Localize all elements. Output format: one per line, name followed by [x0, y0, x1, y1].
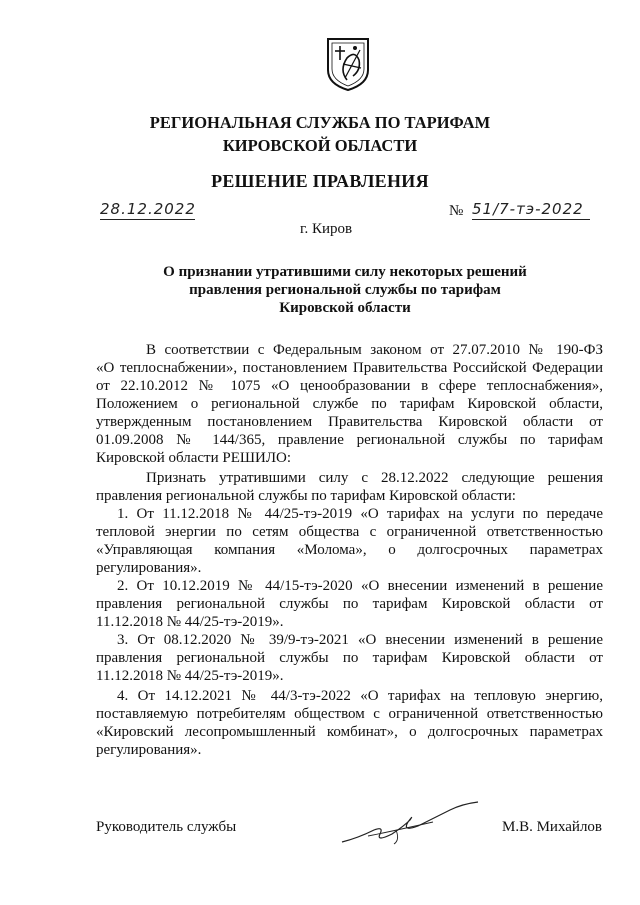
- decision-date: 28.12.2022: [100, 200, 196, 218]
- body-line: «Управляющая компания «Молома», о долгосрочных параметрах: [96, 542, 603, 558]
- decision-number: 51/7-тэ-2022: [472, 200, 590, 220]
- handwritten-signature: [338, 800, 488, 850]
- org-name-line2: КИРОВСКОЙ ОБЛАСТИ: [222, 136, 418, 155]
- subject-line: О признании утратившими силу некоторых решений: [163, 264, 527, 280]
- body-line: «О теплоснабжении», постановлением Правительства Российской Федерации: [96, 360, 603, 376]
- body-line: регулирования».: [96, 560, 202, 576]
- body-line: «Кировский лесопромышленный комбинат», о долгосрочных параметрах: [96, 724, 603, 740]
- body-line: от 22.10.2012 № 1075 «О ценообразовании в сфере теплоснабжения»,: [96, 378, 603, 394]
- body-line: регулирования».: [96, 742, 202, 758]
- body-line: правления региональной службы по тарифам Кировской области от: [96, 650, 603, 666]
- body-line: Признать утратившими силу с 28.12.2022 следующие решения: [146, 470, 603, 486]
- city: г. Киров: [300, 221, 353, 237]
- body-line: правления региональной службы по тарифам Кировской области от: [96, 596, 603, 612]
- body-line: В соответствии с Федеральным законом от 27.07.2010 № 190-ФЗ: [146, 342, 603, 358]
- number-label: №: [449, 203, 464, 219]
- subject-line: правления региональной службы по тарифам: [189, 282, 501, 298]
- body-line: 01.09.2008 № 144/365, правление региональной службы по тарифам: [96, 432, 603, 448]
- body-line: тепловой энергии по сетям общества с ограниченной ответственностью: [96, 524, 603, 540]
- list-item-3: 3. От 08.12.2020 № 39/9-тэ-2021 «О внесении изменений в решение: [117, 632, 603, 648]
- coat-of-arms-icon: [325, 36, 371, 92]
- org-name-line1: РЕГИОНАЛЬНАЯ СЛУЖБА ПО ТАРИФАМ: [149, 113, 491, 132]
- body-line: поставляемую потребителям обществом с ограниченной ответственностью: [96, 706, 603, 722]
- list-item-1: 1. От 11.12.2018 № 44/25-тэ-2019 «О тарифах на услуги по передаче: [117, 506, 603, 522]
- body-line: Кировской области РЕШИЛО:: [96, 450, 292, 466]
- body-line: 11.12.2018 № 44/25-тэ-2019».: [96, 668, 284, 684]
- document-type: РЕШЕНИЕ ПРАВЛЕНИЯ: [211, 171, 429, 191]
- body-line: утвержденным постановлением Правительства Кировской области от: [96, 414, 603, 430]
- body-line: 11.12.2018 № 44/25-тэ-2019».: [96, 614, 284, 630]
- body-line: правления региональной службы по тарифам Кировской области:: [96, 488, 516, 504]
- subject-line: Кировской области: [279, 300, 411, 316]
- signatory-name: М.В. Михайлов: [502, 819, 603, 835]
- list-item-4: 4. От 14.12.2021 № 44/3-тэ-2022 «О тарифах на тепловую энергию,: [117, 688, 603, 704]
- list-item-2: 2. От 10.12.2019 № 44/15-тэ-2020 «О внесении изменений в решение: [117, 578, 603, 594]
- body-line: Положением о региональной службе по тарифам Кировской области,: [96, 396, 603, 412]
- signatory-position: Руководитель службы: [96, 819, 237, 835]
